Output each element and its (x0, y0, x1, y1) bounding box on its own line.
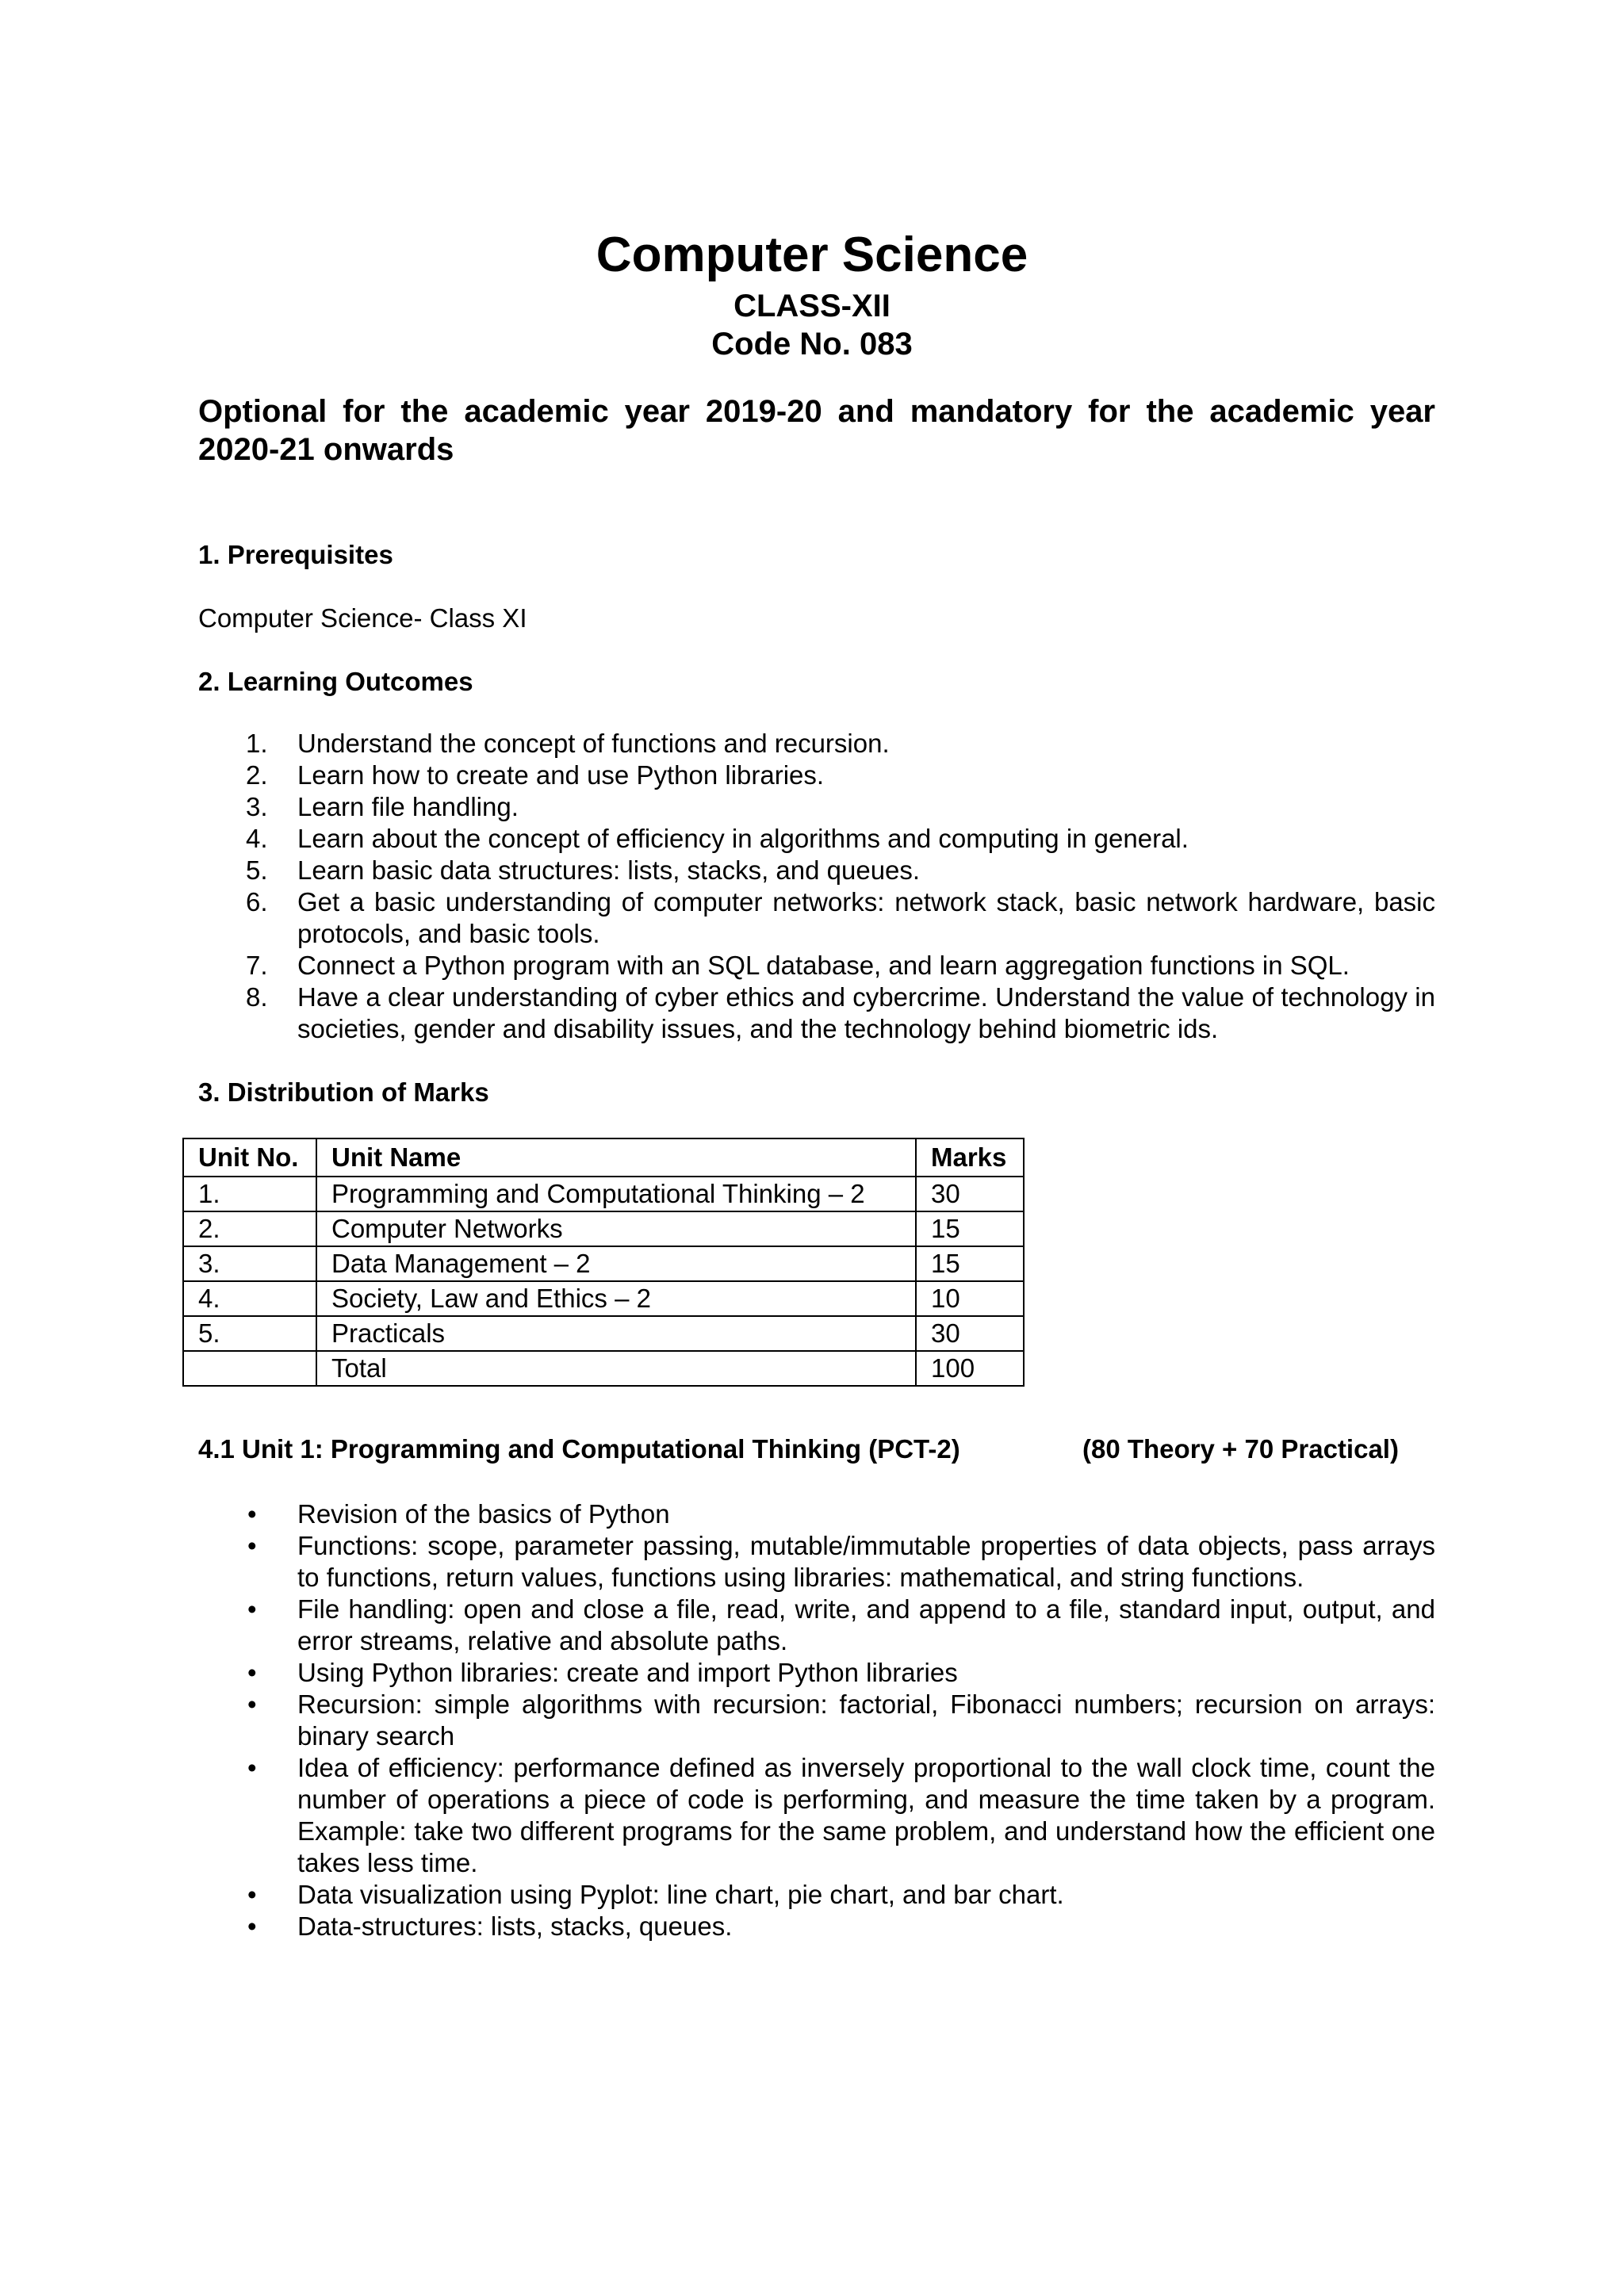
item-text: Data visualization using Pyplot: line chart, pie chart, and bar chart. (297, 1880, 1064, 1909)
bullet-icon: • (247, 1499, 257, 1529)
marks-cell: 10 (916, 1281, 1024, 1316)
prerequisites-text: Computer Science- Class XI (198, 603, 527, 633)
list-item (198, 1594, 1435, 1657)
column-header: Marks (916, 1138, 1024, 1177)
unit-name-cell: Data Management – 2 (316, 1246, 916, 1281)
unit1-topics-list (198, 1498, 1435, 1942)
bullet-icon: • (247, 1531, 257, 1560)
code-number: Code No. 083 (711, 327, 913, 362)
item-text: Learn about the concept of efficiency in algorithms and computing in general. (297, 824, 1189, 853)
item-text: Recursion: simple algorithms with recursion: factorial, Fibonacci numbers; recursion on arrays: binary search (297, 1689, 1435, 1751)
item-number: 5. (246, 855, 268, 885)
item-text: Using Python libraries: create and import Python libraries (297, 1658, 958, 1687)
total-marks-cell: 100 (916, 1351, 1024, 1386)
unit1-hours: (80 Theory + 70 Practical) (1082, 1434, 1399, 1464)
list-item (198, 760, 1435, 791)
list-item (198, 1752, 1435, 1879)
total-label-cell: Total (316, 1351, 916, 1386)
prerequisites-heading: 1. Prerequisites (198, 540, 393, 569)
learning-outcomes-heading: 2. Learning Outcomes (198, 667, 473, 696)
list-item (198, 950, 1435, 982)
marks-cell: 15 (916, 1211, 1024, 1246)
table-row (183, 1246, 1024, 1281)
unit1-heading: 4.1 Unit 1: Programming and Computational Thinking (PCT-2) (198, 1434, 960, 1464)
list-item (198, 1689, 1435, 1752)
list-item (198, 855, 1435, 886)
table-row (183, 1177, 1024, 1211)
class-label: CLASS-XII (733, 289, 891, 323)
list-item (198, 1530, 1435, 1594)
list-item (198, 728, 1435, 760)
table-row (183, 1211, 1024, 1246)
marks-cell: 30 (916, 1177, 1024, 1211)
column-header: Unit Name (316, 1138, 916, 1177)
item-text: Revision of the basics of Python (297, 1499, 670, 1529)
page-title: Computer Science (596, 228, 1028, 282)
item-text: Idea of efficiency: performance defined as inversely proportional to the wall clock time, count the number of operations a piece of code is performing, and measure the time taken by a program. Example: take two different programs for the same problem, and understand how the efficient one takes less time. (297, 1753, 1435, 1877)
list-item (198, 823, 1435, 855)
bullet-icon: • (247, 1911, 257, 1941)
bullet-icon: • (247, 1689, 257, 1719)
item-text: File handling: open and close a file, read, write, and append to a file, standard input, output, and error streams, relative and absolute paths. (297, 1594, 1435, 1655)
list-item (198, 791, 1435, 823)
list-item (198, 1498, 1435, 1530)
item-number: 7. (246, 951, 268, 980)
bullet-icon: • (247, 1880, 257, 1909)
column-header: Unit No. (183, 1138, 316, 1177)
unit-name-cell: Practicals (316, 1316, 916, 1351)
list-item (198, 1657, 1435, 1689)
item-text: Understand the concept of functions and recursion. (297, 729, 890, 758)
bullet-icon: • (247, 1594, 257, 1624)
optional-note: Optional for the academic year 2019-20 and mandatory for the academic year 2020-21 onwards (198, 394, 1435, 467)
item-text: Learn basic data structures: lists, stacks, and queues. (297, 855, 921, 885)
list-item (198, 886, 1435, 950)
unit-number-cell: 1. (183, 1177, 316, 1211)
item-text: Get a basic understanding of computer networks: network stack, basic network hardware, basic protocols, and basic tools. (297, 887, 1435, 948)
item-number: 2. (246, 760, 268, 790)
marks-cell: 15 (916, 1246, 1024, 1281)
unit-number-cell: 2. (183, 1211, 316, 1246)
item-text: Learn how to create and use Python libraries. (297, 760, 825, 790)
list-item (198, 982, 1435, 1045)
table-row (183, 1316, 1024, 1351)
item-number: 1. (246, 729, 268, 758)
table-row (183, 1281, 1024, 1316)
marks-table (182, 1138, 1025, 1387)
item-text: Functions: scope, parameter passing, mutable/immutable properties of data objects, pass arrays to functions, return values, functions using libraries: mathematical, and string functions. (297, 1531, 1435, 1592)
bullet-icon: • (247, 1753, 257, 1782)
list-item (198, 1879, 1435, 1911)
unit-name-cell: Computer Networks (316, 1211, 916, 1246)
marks-cell: 30 (916, 1316, 1024, 1351)
unit-number-cell: 4. (183, 1281, 316, 1316)
unit-number-cell (183, 1351, 316, 1386)
item-text: Have a clear understanding of cyber ethics and cybercrime. Understand the value of technology in societies, gender and disability issues, and the technology behind biometric ids. (297, 982, 1435, 1043)
item-number: 8. (246, 982, 268, 1012)
bullet-icon: • (247, 1658, 257, 1687)
item-text: Learn file handling. (297, 792, 519, 821)
item-number: 6. (246, 887, 268, 916)
unit-number-cell: 3. (183, 1246, 316, 1281)
list-item (198, 1911, 1435, 1942)
item-number: 3. (246, 792, 268, 821)
learning-outcomes-list (198, 728, 1435, 1045)
item-text: Connect a Python program with an SQL database, and learn aggregation functions in SQL. (297, 951, 1350, 980)
table-total-row (183, 1351, 1024, 1386)
unit-name-cell: Programming and Computational Thinking – 2 (316, 1177, 916, 1211)
item-number: 4. (246, 824, 268, 853)
item-text: Data-structures: lists, stacks, queues. (297, 1911, 733, 1941)
unit-number-cell: 5. (183, 1316, 316, 1351)
unit1-heading-row (198, 1433, 1435, 1465)
table-header-row (183, 1138, 1024, 1177)
unit-name-cell: Society, Law and Ethics – 2 (316, 1281, 916, 1316)
distribution-heading: 3. Distribution of Marks (198, 1077, 489, 1107)
